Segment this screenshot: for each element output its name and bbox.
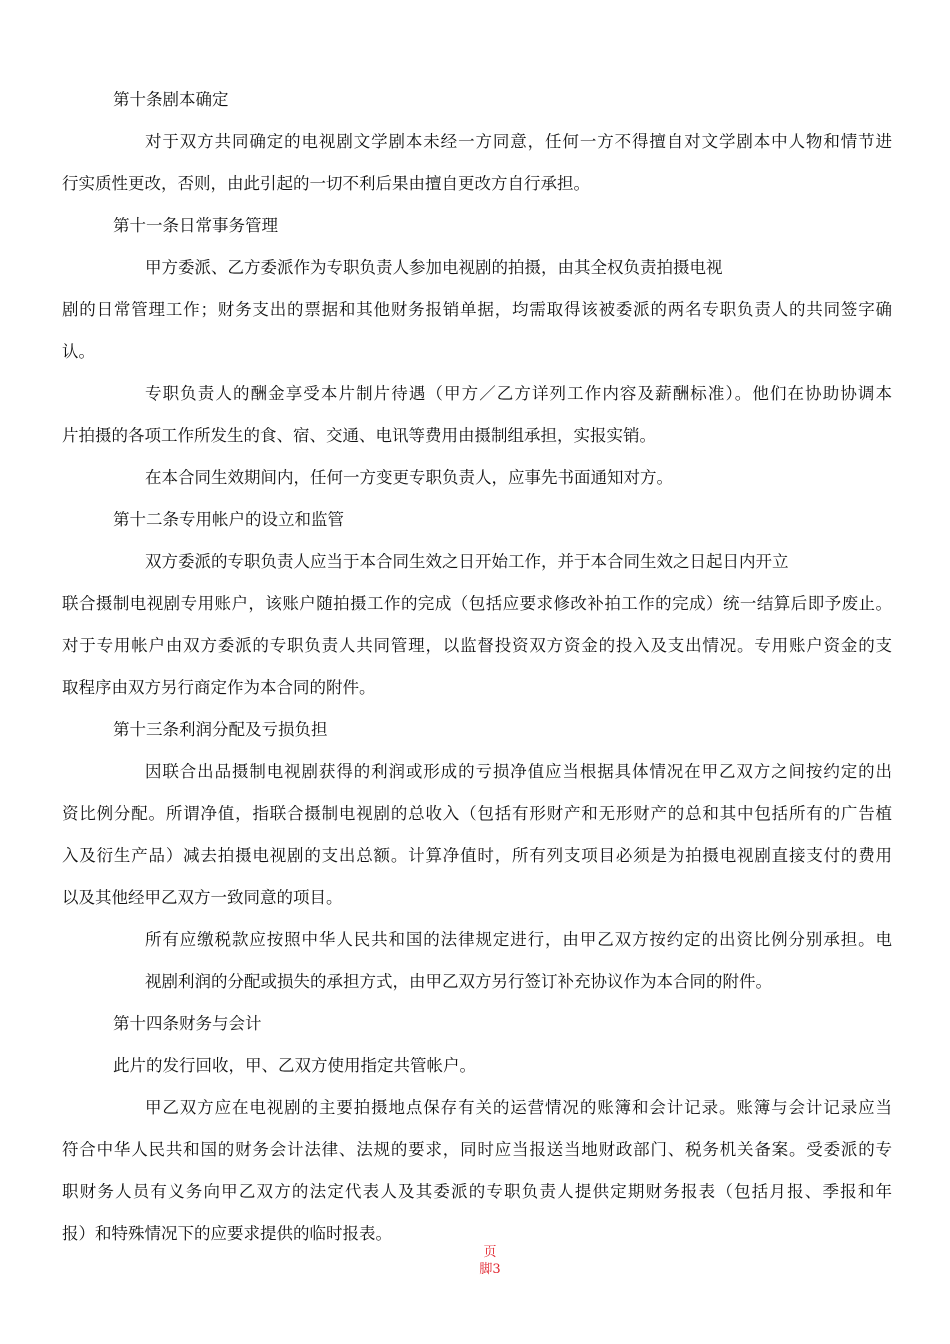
article-13-line-6: 视剧利润的分配或损失的承担方式，由甲乙双方另行签订补充协议作为本合同的附件。 — [145, 972, 772, 991]
footer-line-2: 脚3 — [479, 1262, 501, 1277]
footer-line-1: 页 — [483, 1245, 497, 1260]
article-11-line-6: 在本合同生效期间内，任何一方变更专职负责人，应事先书面通知对方。 — [145, 468, 673, 487]
article-12-line-3: 对于专用帐户由双方委派的专职负责人共同管理，以监督投资双方资金的投入及支出情况。专用账户资金的支 — [62, 636, 892, 655]
article-13-line-4: 以及其他经甲乙双方一致同意的项目。 — [62, 888, 343, 907]
article-10-title: 第十条剧本确定 — [113, 90, 229, 109]
article-11-line-4: 专职负责人的酬金享受本片制片待遇（甲方／乙方详列工作内容及薪酬标准）。他们在协助协调本 — [145, 384, 892, 403]
page-footer — [475, 1244, 505, 1278]
article-12-line-1: 双方委派的专职负责人应当于本合同生效之日开始工作，并于本合同生效之日起日内开立 — [145, 552, 789, 571]
article-14-line-1: 此片的发行回收，甲、乙双方使用指定共管帐户。 — [113, 1056, 476, 1075]
article-13-line-1: 因联合出品摄制电视剧获得的利润或形成的亏损净值应当根据具体情况在甲乙双方之间按约定的出 — [145, 762, 892, 781]
article-14-line-3: 符合中华人民共和国的财务会计法律、法规的要求，同时应当报送当地财政部门、税务机关备案。受委派的专 — [62, 1140, 892, 1159]
article-13-title: 第十三条利润分配及亏损负担 — [113, 720, 328, 739]
article-12-title: 第十二条专用帐户的设立和监管 — [113, 510, 344, 529]
article-14-line-4: 职财务人员有义务向甲乙双方的法定代表人及其委派的专职负责人提供定期财务报表（包括月报、季报和年 — [62, 1182, 892, 1201]
article-12-line-2: 联合摄制电视剧专用账户，该账户随拍摄工作的完成（包括应要求修改补拍工作的完成）统一结算后即予废止。 — [62, 594, 892, 613]
article-13-line-5: 所有应缴税款应按照中华人民共和国的法律规定进行，由甲乙双方按约定的出资比例分别承担。电 — [145, 930, 892, 949]
article-11-line-2: 剧的日常管理工作；财务支出的票据和其他财务报销单据，均需取得该被委派的两名专职负责人的共同签字确 — [62, 300, 892, 319]
article-14-title: 第十四条财务与会计 — [113, 1014, 262, 1033]
article-11-line-5: 片拍摄的各项工作所发生的食、宿、交通、电讯等费用由摄制组承担，实报实销。 — [62, 426, 656, 445]
article-12-line-4: 取程序由双方另行商定作为本合同的附件。 — [62, 678, 376, 697]
article-13-line-3: 入及衍生产品）减去拍摄电视剧的支出总额。计算净值时，所有列支项目必须是为拍摄电视剧直接支付的费用 — [62, 846, 892, 865]
article-14-line-2: 甲乙双方应在电视剧的主要拍摄地点保存有关的运营情况的账簿和会计记录。账簿与会计记录应当 — [145, 1098, 892, 1117]
article-10-line-1: 对于双方共同确定的电视剧文学剧本未经一方同意，任何一方不得擅自对文学剧本中人物和情节进 — [145, 132, 892, 151]
article-10-line-2: 行实质性更改，否则，由此引起的一切不利后果由擅自更改方自行承担。 — [62, 174, 590, 193]
article-13-line-2: 资比例分配。所谓净值，指联合摄制电视剧的总收入（包括有形财产和无形财产的总和其中包括所有的广告植 — [62, 804, 892, 823]
article-11-line-1: 甲方委派、乙方委派作为专职负责人参加电视剧的拍摄，由其全权负责拍摄电视 — [145, 258, 723, 277]
article-11-title: 第十一条日常事务管理 — [113, 216, 278, 235]
article-11-line-3: 认。 — [62, 342, 95, 361]
article-14-line-5: 报）和特殊情况下的应要求提供的临时报表。 — [62, 1224, 392, 1243]
